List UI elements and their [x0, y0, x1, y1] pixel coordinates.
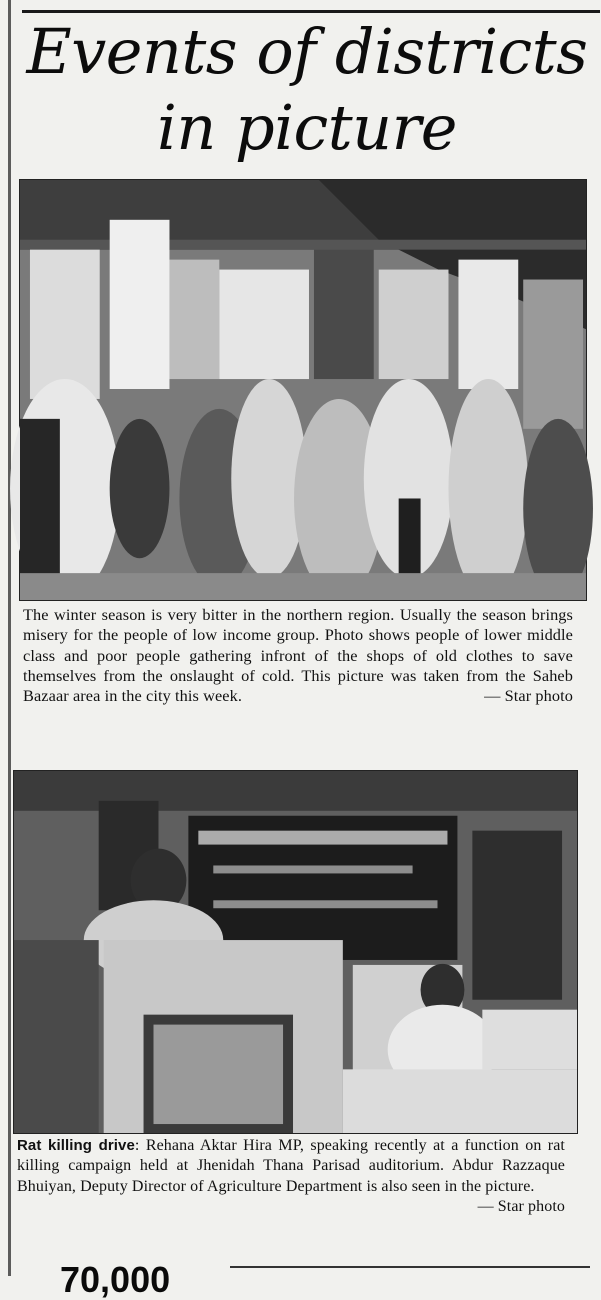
headline-line-2: in picture: [157, 91, 457, 164]
headline: [22, 14, 592, 166]
photo-credit: — Star photo: [477, 1198, 565, 1216]
photo-caption-winter: [23, 605, 573, 706]
photo-rat-killing-drive: [13, 770, 578, 1134]
caption-text: : Rehana Aktar Hira MP, speaking recently at a function on rat killing campaign held at Jhenidah Thana Parisad auditorium. Abdur Razzaque Bhuiyan, Deputy Director of Agriculture Department is also seen in the picture.: [17, 1137, 565, 1195]
page-edge: [8, 0, 11, 1276]
next-story-fragment: 70,000: [60, 1259, 171, 1300]
photo-caption-rat-drive: [17, 1136, 565, 1218]
caption-lead: Rat killing drive: [17, 1137, 135, 1154]
bottom-rule: [230, 1266, 590, 1268]
photo-winter-clothes-market: [19, 179, 587, 601]
photo-winter-clothes-market-image: [20, 180, 586, 600]
photo-rat-killing-drive-image: [14, 771, 577, 1133]
photo-credit: — Star photo: [484, 686, 573, 706]
caption-text: The winter season is very bitter in the northern region. Usually the season brings misery for the people of low income group. Photo shows people of lower middle class and poor people gathering infront of the shops of old clothes to save themselves from the onslaught of cold. This picture was taken from the Saheb Bazaar area in the city this week.: [23, 605, 573, 706]
headline-line-1: Events of districts: [26, 15, 588, 88]
top-rule: [22, 10, 600, 13]
